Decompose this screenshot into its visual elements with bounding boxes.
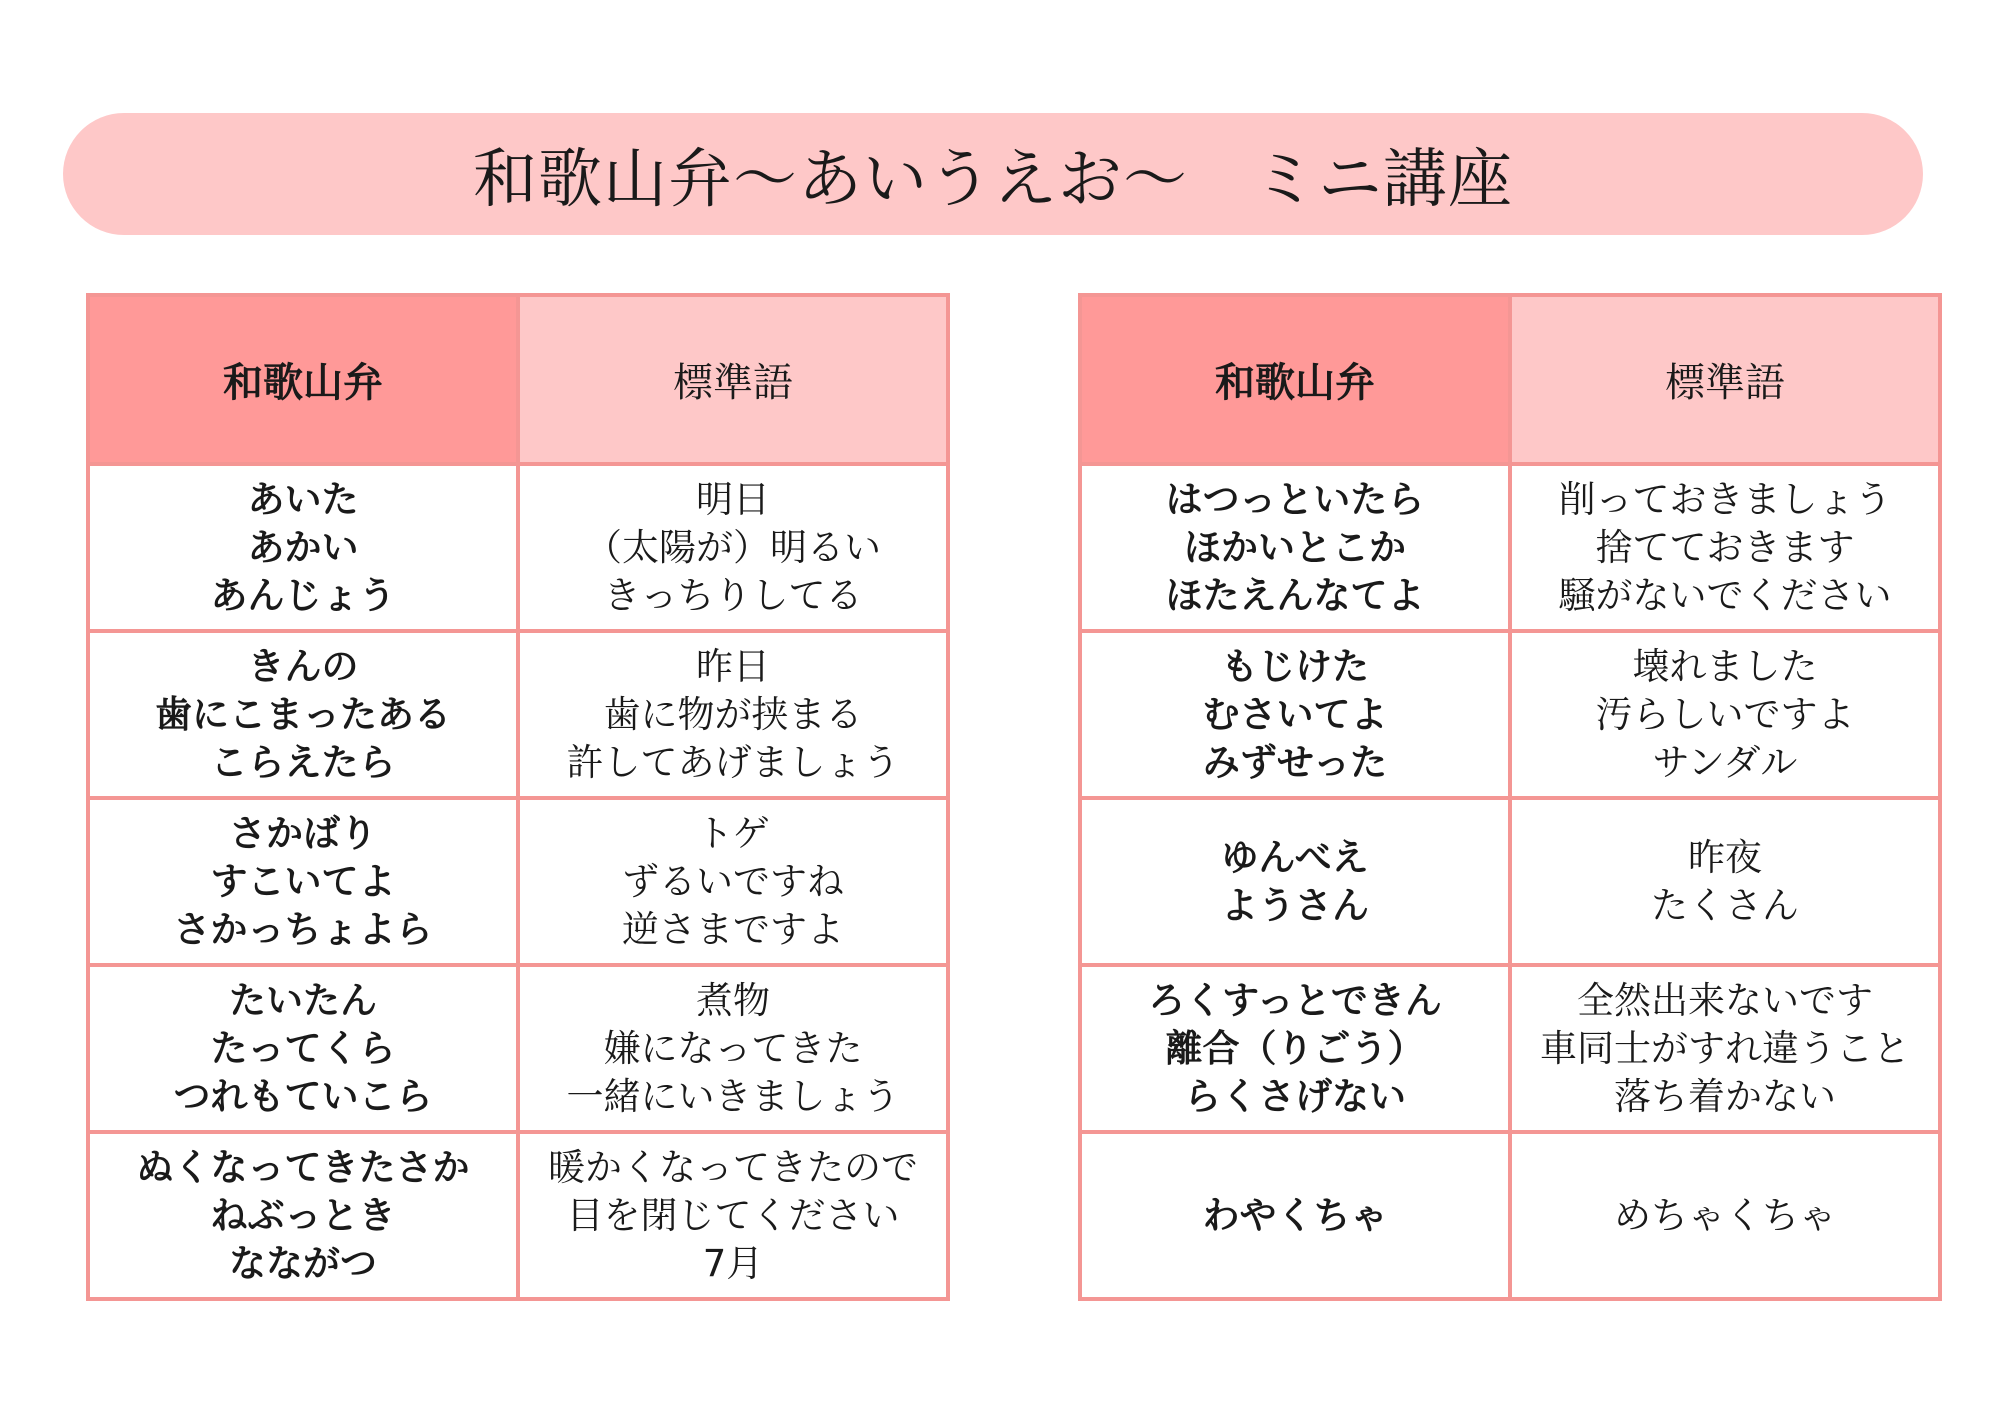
standard-cell-line: 許してあげましょう [566, 740, 900, 784]
dialect-cell-line: わやくちゃ [1202, 1193, 1388, 1237]
standard-cell [518, 965, 948, 1132]
standard-cell [1510, 631, 1940, 798]
dialect-table-right [1078, 293, 1942, 1301]
dialect-cell-line: みずせった [1202, 740, 1388, 784]
standard-cell-line: 嫌になってきた [603, 1026, 863, 1070]
dialect-cell [1080, 1132, 1510, 1299]
standard-cell [518, 1132, 948, 1299]
standard-cell-line: 暖かくなってきたので [548, 1145, 918, 1189]
dialect-cell-line: なながつ [229, 1241, 377, 1285]
dialect-cell-line: はつっといたら [1165, 477, 1425, 521]
standard-cell-line: きっちりしてる [603, 573, 863, 617]
header-dialect: 和歌山弁 [1080, 295, 1510, 464]
dialect-cell-line: あいた [247, 477, 359, 521]
standard-cell-line: 明日 [696, 477, 770, 521]
standard-cell [518, 631, 948, 798]
header-dialect: 和歌山弁 [88, 295, 518, 464]
dialect-cell-line: ほたえんなてよ [1165, 573, 1425, 617]
table-row [88, 965, 948, 1132]
standard-cell [518, 798, 948, 965]
dialect-cell [1080, 798, 1510, 965]
standard-cell-line: 壊れました [1632, 644, 1818, 688]
dialect-cell-line: さかばり [229, 811, 377, 855]
dialect-cell-line: ようさん [1221, 883, 1369, 927]
standard-cell-line: サンダル [1652, 740, 1798, 784]
dialect-cell [88, 464, 518, 631]
standard-cell-line: 落ち着かない [1614, 1074, 1836, 1118]
dialect-cell-line: すこいてよ [210, 859, 396, 903]
dialect-cell-line: たいたん [229, 978, 377, 1022]
dialect-cell-line: つれもていこら [173, 1074, 433, 1118]
table-header-row [1080, 295, 1940, 464]
dialect-cell [1080, 464, 1510, 631]
title-banner [63, 113, 1923, 235]
standard-cell-line: 昨日 [696, 644, 770, 688]
dialect-cell [1080, 631, 1510, 798]
standard-cell-line: 目を閉じてください [566, 1193, 900, 1237]
standard-cell-line: 削っておきましょう [1558, 477, 1892, 521]
dialect-cell-line: ぬくなってきたさか [136, 1145, 470, 1189]
table-row [88, 631, 948, 798]
standard-cell [1510, 464, 1940, 631]
dialect-cell-line: さかっちょよら [173, 907, 433, 951]
dialect-cell-line: むさいてよ [1202, 692, 1388, 736]
dialect-cell-line: きんの [247, 644, 359, 688]
table-row [1080, 631, 1940, 798]
standard-cell-line: 騒がないでください [1558, 573, 1892, 617]
standard-cell [1510, 1132, 1940, 1299]
dialect-cell-line: ほかいとこか [1184, 525, 1406, 569]
table-row [88, 798, 948, 965]
standard-cell-line: 7月 [702, 1241, 764, 1285]
dialect-cell-line: たってくら [210, 1026, 396, 1070]
dialect-table-left [86, 293, 950, 1301]
table-header-row [88, 295, 948, 464]
dialect-cell-line: ろくすっとできん [1148, 978, 1442, 1022]
dialect-cell-line: ねぶっとき [210, 1193, 396, 1237]
header-standard: 標準語 [518, 295, 948, 464]
table-row [1080, 798, 1940, 965]
standard-cell-line: （太陽が）明るい [585, 525, 881, 569]
standard-cell-line: 車同士がすれ違うこと [1540, 1026, 1910, 1070]
standard-cell-line: 捨てておきます [1595, 525, 1855, 569]
standard-cell-line: トゲ [696, 811, 770, 855]
standard-cell-line: 歯に物が挟まる [603, 692, 863, 736]
table-row [1080, 965, 1940, 1132]
page-title: 和歌山弁～あいうえお～ ミニ講座 [473, 143, 1513, 217]
dialect-cell-line: こらえたら [210, 740, 396, 784]
dialect-cell-line: 歯にこまったある [155, 692, 451, 736]
dialect-cell-line: らくさげない [1184, 1074, 1406, 1118]
standard-cell-line: 昨夜 [1688, 835, 1762, 879]
standard-cell [518, 464, 948, 631]
table-row [88, 464, 948, 631]
dialect-cell [88, 631, 518, 798]
standard-cell-line: 煮物 [696, 978, 770, 1022]
standard-cell-line: 全然出来ないです [1577, 978, 1873, 1022]
table-row [1080, 464, 1940, 631]
dialect-cell [88, 965, 518, 1132]
header-standard: 標準語 [1510, 295, 1940, 464]
dialect-cell-line: 離合（りごう） [1165, 1026, 1425, 1070]
table-row [1080, 1132, 1940, 1299]
standard-cell-line: ずるいですね [622, 859, 844, 903]
standard-cell-line: 汚らしいですよ [1595, 692, 1855, 736]
dialect-cell-line: もじけた [1221, 644, 1369, 688]
table-row [88, 1132, 948, 1299]
standard-cell-line: たくさん [1651, 883, 1799, 927]
standard-cell [1510, 798, 1940, 965]
dialect-cell-line: あんじょう [210, 573, 396, 617]
dialect-cell-line: あかい [247, 525, 359, 569]
dialect-cell [88, 1132, 518, 1299]
standard-cell [1510, 965, 1940, 1132]
dialect-cell-line: ゆんべえ [1221, 835, 1369, 879]
dialect-cell [1080, 965, 1510, 1132]
standard-cell-line: 一緒にいきましょう [566, 1074, 900, 1118]
standard-cell-line: 逆さまですよ [622, 907, 844, 951]
standard-cell-line: めちゃくちゃ [1614, 1193, 1836, 1237]
dialect-cell [88, 798, 518, 965]
